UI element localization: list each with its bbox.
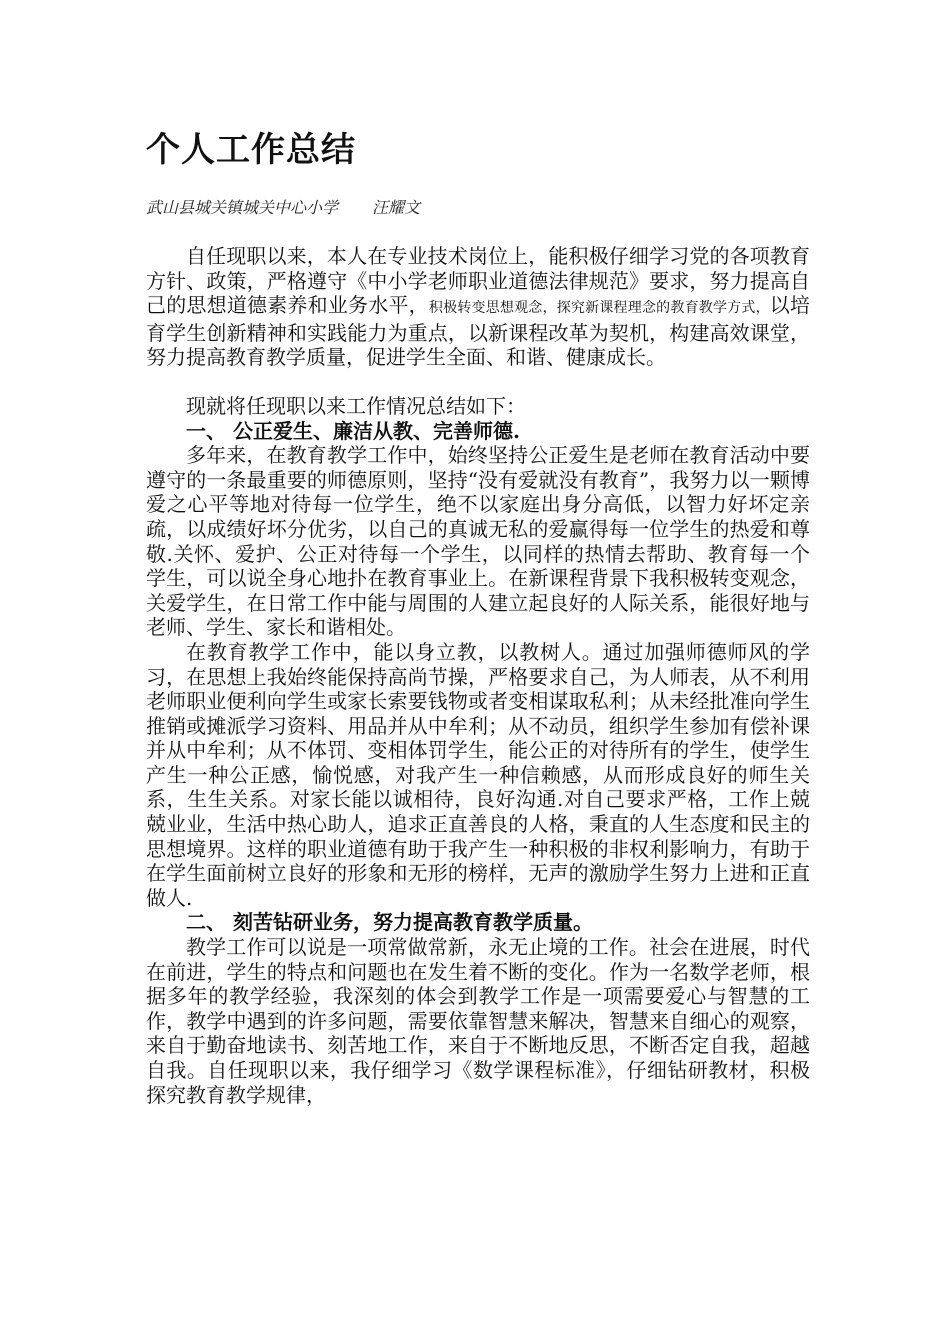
byline xyxy=(146,197,420,219)
section1-paragraph-1: 多年来，在教育教学工作中，始终坚持公正爱生是老师在教育活动中要遵守的一条最重要的师德原则，坚持“没有爱就没有教育”，我努力以一颗博爱之心平等地对待每一位学生，绝不以家庭出身分高低，以智力好坏定亲疏，以成绩好坏分优劣，以自己的真诚无私的爱赢得每一位学生的热爱和尊敬.关怀、爱护、公正对待每一个学生，以同样的热情去帮助、教育每一个学生，可以说全身心地扑在教育事业上。在新课程背景下我积极转变观念，关爱学生，在日常工作中能与周围的人建立起良好的人际关系，能很好地与老师、学生、家长和谐相处。 xyxy=(146,443,810,640)
section1-paragraph-2: 在教育教学工作中，能以身立教，以教树人。通过加强师德师风的学习，在思想上我始终能保持高尚节操，严格要求自己，为人师表，从不利用老师职业便利向学生或家长索要钱物或者变相谋取私利；从未经批准向学生推销或摊派学习资料、用品并从中牟利；从不动员，组织学生参加有偿补课并从中牟利；从不体罚、变相体罚学生，能公正的对待所有的学生，使学生产生一种公正感，愉悦感，对我产生一种信赖感，从而形成良好的师生关系，生生关系。对家长能以诚相待，良好沟通.对自己要求严格，工作上兢兢业业，生活中热心助人，追求正直善良的人格，秉直的人生态度和民主的思想境界。这样的职业道德有助于我产生一种积极的非权利影响力，有助于在学生面前树立良好的形象和无形的榜样，无声的激励学生努力上进和正直做人. xyxy=(146,639,810,910)
section2-heading: 二、 刻苦钻研业务，努力提高教育教学质量。 xyxy=(186,910,593,935)
intro-paragraph xyxy=(146,244,810,370)
section2-paragraph-1: 教学工作可以说是一项常做常新，永无止境的工作。社会在进展，时代在前进，学生的特点和问题也在发生着不断的变化。作为一名数学老师，根据多年的教学经验，我深刻的体会到教学工作是一项需要爱心与智慧的工作，教学中遇到的许多问题，需要依靠智慧来解决，智慧来自细心的观察，来自于勤奋地读书、刻苦地工作，来自于不断地反思，不断否定自我，超越自我。自任现职以来，我仔细学习《数学课程标准》，仔细钻研教材，积极探究教育教学规律， xyxy=(146,935,810,1107)
school-name: 武山县城关镇城关中心小学 xyxy=(146,198,339,217)
intro-text-small: 积极转变思想观念，探究新课程理念的教育教学方式， xyxy=(428,300,770,317)
intro-text-part1: 自任现职以来，本人在专业技术岗位上，能积极仔细学习党的各项教育方针、政策，严格遵守《中小学老师职业道德法律规范》要求，努力提高自己的思想道德素养和业务水平， xyxy=(146,244,810,318)
intro-text-part3: 以培育学生创新精神和实践能力为重点，以新课程改革为契机，构建高效课堂，努力提高教育教学质量，促进学生全面、和谐、健康成长。 xyxy=(146,293,811,370)
summary-line: 现就将任现职以来工作情况总结如下： xyxy=(186,393,526,418)
page-title: 个人工作总结 xyxy=(146,130,356,170)
author-name: 汪耀文 xyxy=(372,198,421,217)
document-body xyxy=(146,244,810,1107)
section1-heading: 一、 公正爱生、廉洁从教、完善师德. xyxy=(186,418,520,443)
